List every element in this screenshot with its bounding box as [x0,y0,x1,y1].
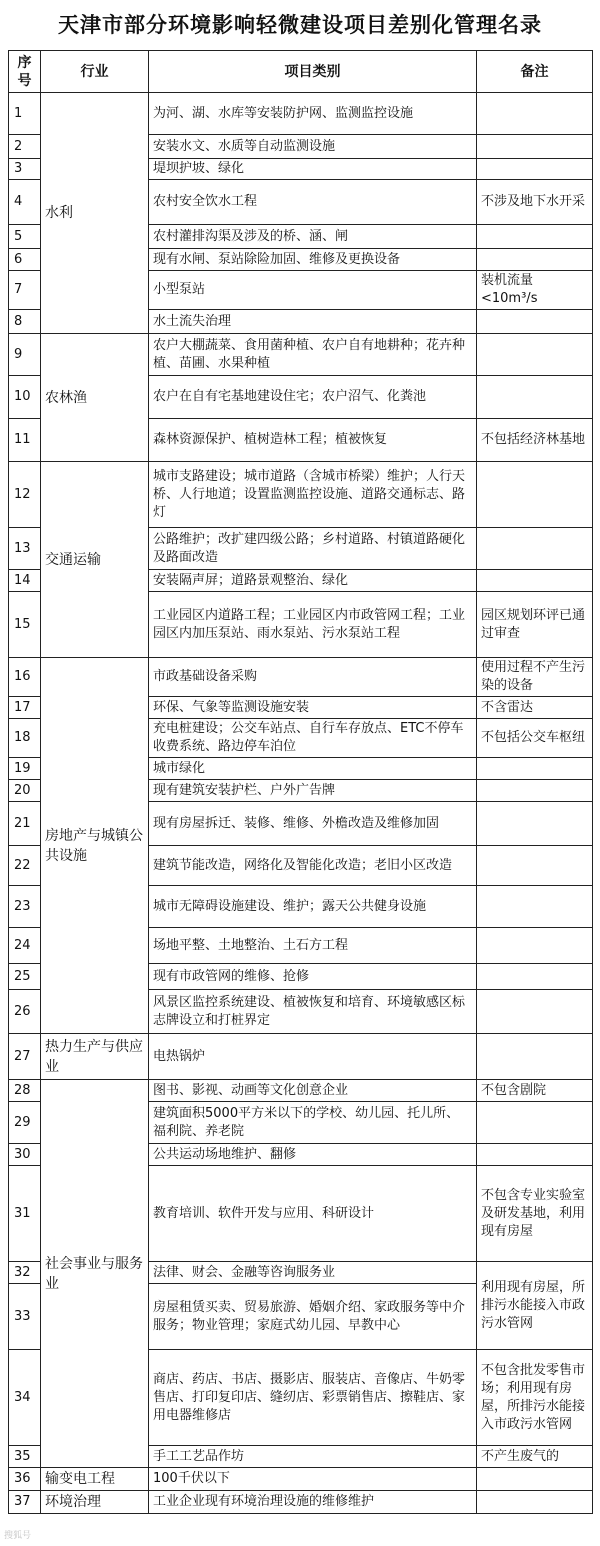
category-cell: 公共运动场地维护、翻修 [149,1144,477,1166]
category-cell: 场地平整、土地整治、土石方工程 [149,928,477,964]
category-cell: 为河、湖、水库等安装防护网、监测监控设施 [149,93,477,135]
category-cell: 公路维护；改扩建四级公路；乡村道路、村镇道路硬化及路面改造 [149,528,477,570]
note-cell [477,528,593,570]
industry-cell: 交通运输 [41,462,149,658]
row-number: 1 [9,93,41,135]
category-cell: 农户在自有宅基地建设住宅；农户沼气、化粪池 [149,376,477,419]
table-row [9,93,593,135]
note-cell [477,964,593,990]
note-cell [477,928,593,964]
row-number: 10 [9,376,41,419]
note-cell [477,462,593,528]
note-cell: 不包含批发零售市场；利用现有房屋，所排污水能接入市政污水管网 [477,1350,593,1446]
row-number: 3 [9,159,41,180]
row-number: 5 [9,225,41,249]
note-cell [477,780,593,802]
row-number: 18 [9,719,41,758]
category-cell: 水土流失治理 [149,310,477,334]
category-cell: 建筑节能改造，网络化及智能化改造；老旧小区改造 [149,846,477,886]
row-number: 21 [9,802,41,846]
note-cell [477,990,593,1034]
row-number: 33 [9,1284,41,1350]
industry-cell: 房地产与城镇公共设施 [41,658,149,1034]
header-no: 序号 [9,51,41,93]
industry-cell: 农林渔 [41,334,149,462]
row-number: 28 [9,1080,41,1102]
table-row [9,334,593,376]
row-number: 8 [9,310,41,334]
industry-cell: 环境治理 [41,1491,149,1514]
category-cell: 建筑面积5000平方米以下的学校、幼儿园、托儿所、福利院、养老院 [149,1102,477,1144]
row-number: 2 [9,135,41,159]
row-number: 25 [9,964,41,990]
row-number: 34 [9,1350,41,1446]
note-cell [477,1102,593,1144]
category-cell: 工业企业现有环境治理设施的维修维护 [149,1491,477,1514]
note-cell [477,758,593,780]
note-cell: 不产生废气的 [477,1446,593,1468]
note-cell: 不包含剧院 [477,1080,593,1102]
category-cell: 工业园区内道路工程；工业园区内市政管网工程；工业园区内加压泵站、雨水泵站、污水泵站工程 [149,592,477,658]
row-number: 14 [9,570,41,592]
note-cell [477,249,593,271]
row-number: 37 [9,1491,41,1514]
category-cell: 农户大棚蔬菜、食用菌种植、农户自有地耕种；花卉种植、苗圃、水果种植 [149,334,477,376]
row-number: 22 [9,846,41,886]
page-title: 天津市部分环境影响轻微建设项目差别化管理名录 [58,12,542,37]
note-cell [477,225,593,249]
row-number: 17 [9,697,41,719]
note-cell [477,93,593,135]
category-cell: 城市支路建设；城市道路（含城市桥梁）维护；人行天桥、人行地道；设置监测监控设施、道路交通标志、路灯 [149,462,477,528]
note-cell: 不含雷达 [477,697,593,719]
note-cell: 装机流量<10m³/s [477,271,593,310]
category-cell: 教育培训、软件开发与应用、科研设计 [149,1166,477,1262]
category-cell: 电热锅炉 [149,1034,477,1080]
table-row [9,1034,593,1080]
category-cell: 100千伏以下 [149,1468,477,1491]
category-cell: 环保、气象等监测设施安装 [149,697,477,719]
table-header-row [9,51,593,93]
row-number: 9 [9,334,41,376]
category-cell: 农村灌排沟渠及涉及的桥、涵、闸 [149,225,477,249]
note-cell [477,846,593,886]
note-cell [477,570,593,592]
category-cell: 现有房屋拆迁、装修、维修、外檐改造及维修加固 [149,802,477,846]
row-number: 31 [9,1166,41,1262]
note-cell [477,376,593,419]
note-cell: 不包括公交车枢纽 [477,719,593,758]
category-cell: 安装隔声屏；道路景观整治、绿化 [149,570,477,592]
category-cell: 现有市政管网的维修、抢修 [149,964,477,990]
industry-cell: 输变电工程 [41,1468,149,1491]
category-cell: 手工工艺品作坊 [149,1446,477,1468]
note-cell [477,310,593,334]
row-number: 7 [9,271,41,310]
row-number: 26 [9,990,41,1034]
header-note: 备注 [477,51,593,93]
category-cell: 安装水文、水质等自动监测设施 [149,135,477,159]
note-cell: 不包含专业实验室及研发基地，利用现有房屋 [477,1166,593,1262]
header-category: 项目类别 [149,51,477,93]
row-number: 13 [9,528,41,570]
row-number: 19 [9,758,41,780]
category-cell: 城市绿化 [149,758,477,780]
note-cell: 园区规划环评已通过审查 [477,592,593,658]
row-number: 35 [9,1446,41,1468]
note-cell: 使用过程不产生污染的设备 [477,658,593,697]
category-cell: 法律、财会、金融等咨询服务业 [149,1262,477,1284]
row-number: 24 [9,928,41,964]
category-cell: 风景区监控系统建设、植被恢复和培育、环境敏感区标志牌设立和打桩界定 [149,990,477,1034]
industry-cell: 社会事业与服务业 [41,1080,149,1468]
industry-cell: 热力生产与供应业 [41,1034,149,1080]
row-number: 20 [9,780,41,802]
category-cell: 市政基础设备采购 [149,658,477,697]
category-cell: 城市无障碍设施建设、维护；露天公共健身设施 [149,886,477,928]
table-body [9,93,593,1514]
row-number: 32 [9,1262,41,1284]
note-cell [477,1034,593,1080]
row-number: 4 [9,180,41,225]
category-cell: 堤坝护坡、绿化 [149,159,477,180]
row-number: 23 [9,886,41,928]
note-cell: 不包括经济林基地 [477,419,593,462]
row-number: 27 [9,1034,41,1080]
industry-cell: 水利 [41,93,149,334]
category-cell: 图书、影视、动画等文化创意企业 [149,1080,477,1102]
header-industry: 行业 [41,51,149,93]
row-number: 6 [9,249,41,271]
category-cell: 农村安全饮水工程 [149,180,477,225]
note-cell: 利用现有房屋，所排污水能接入市政污水管网 [477,1262,593,1350]
note-cell [477,802,593,846]
row-number: 16 [9,658,41,697]
table-row [9,462,593,528]
row-number: 36 [9,1468,41,1491]
category-cell: 小型泵站 [149,271,477,310]
row-number: 11 [9,419,41,462]
note-cell [477,1468,593,1491]
note-cell [477,135,593,159]
category-cell: 现有水闸、泵站除险加固、维修及更换设备 [149,249,477,271]
row-number: 29 [9,1102,41,1144]
row-number: 30 [9,1144,41,1166]
row-number: 15 [9,592,41,658]
table-row [9,1468,593,1491]
category-cell: 现有建筑安装护栏、户外广告牌 [149,780,477,802]
table-row [9,1491,593,1514]
note-cell [477,1491,593,1514]
category-cell: 森林资源保护、植树造林工程；植被恢复 [149,419,477,462]
note-cell [477,334,593,376]
project-list-table [8,50,593,1514]
note-cell: 不涉及地下水开采 [477,180,593,225]
category-cell: 商店、药店、书店、摄影店、服装店、音像店、牛奶零售店、打印复印店、缝纫店、彩票销售店、擦鞋店、家用电器维修店 [149,1350,477,1446]
watermark-logo: 搜狐号 [4,1531,32,1541]
category-cell: 充电桩建设；公交车站点、自行车存放点、ETC不停车收费系统、路边停车泊位 [149,719,477,758]
note-cell [477,159,593,180]
row-number: 12 [9,462,41,528]
note-cell [477,886,593,928]
note-cell [477,1144,593,1166]
table-row [9,1080,593,1102]
category-cell: 房屋租赁买卖、贸易旅游、婚姻介绍、家政服务等中介服务；物业管理；家庭式幼儿园、早教中心 [149,1284,477,1350]
table-row [9,658,593,697]
